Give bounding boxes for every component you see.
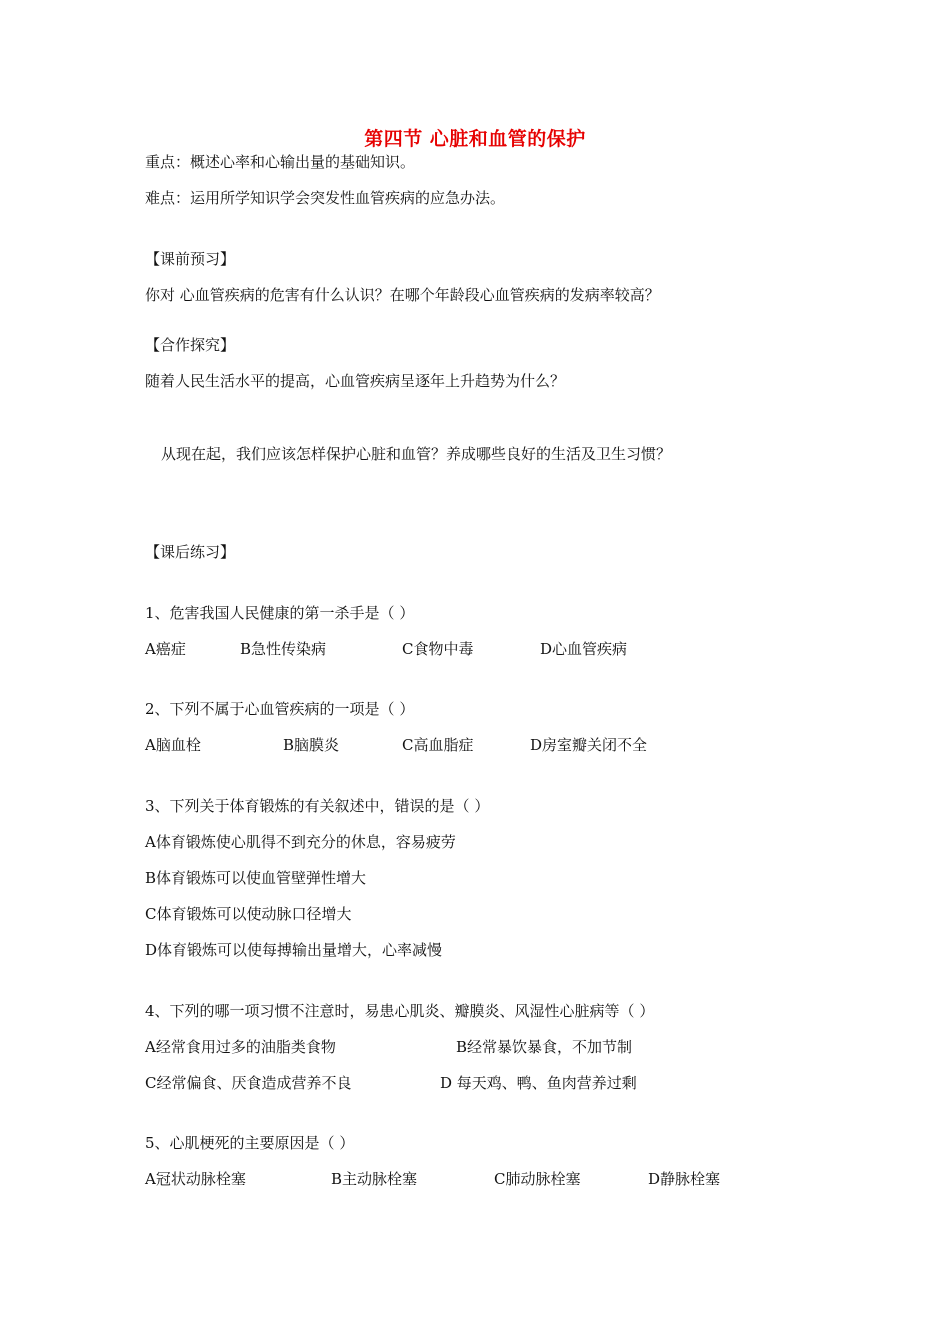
question-2-option-c: C高血脂症 — [402, 736, 474, 754]
question-1-stem: 1、危害我国人民健康的第一杀手是（ ） — [145, 604, 415, 622]
preview-question: 你对 心血管疾病的危害有什么认识？在哪个年龄段心血管疾病的发病率较高？ — [145, 286, 660, 304]
question-3-option-a: A体育锻炼使心肌得不到充分的休息，容易疲劳 — [145, 833, 456, 851]
question-3-option-d: D体育锻炼可以使每搏输出量增大，心率减慢 — [145, 941, 443, 959]
question-3-option-c: C体育锻炼可以使动脉口径增大 — [145, 905, 352, 923]
difficulty-point: 难点：运用所学知识学会突发性血管疾病的应急办法。 — [145, 189, 506, 207]
question-1-option-a: A癌症 — [145, 640, 186, 658]
preview-header: 【课前预习】 — [145, 250, 236, 268]
question-5-stem: 5、心肌梗死的主要原因是（ ） — [145, 1134, 355, 1152]
question-5-option-d: D静脉栓塞 — [648, 1170, 721, 1188]
question-4-option-a: A经常食用过多的油脂类食物 — [145, 1038, 336, 1056]
explore-question-1: 随着人民生活水平的提高，心血管疾病呈逐年上升趋势为什么？ — [145, 372, 566, 390]
question-2-option-d: D房室瓣关闭不全 — [530, 736, 648, 754]
question-4-option-d: D 每天鸡、鸭、鱼肉营养过剩 — [440, 1074, 637, 1092]
question-2-option-b: B脑膜炎 — [283, 736, 340, 754]
question-1-option-c: C食物中毒 — [402, 640, 474, 658]
explore-question-2: 从现在起，我们应该怎样保护心脏和血管？养成哪些良好的生活及卫生习惯？ — [161, 445, 672, 463]
explore-header: 【合作探究】 — [145, 336, 236, 354]
practice-header: 【课后练习】 — [145, 543, 236, 561]
question-1-option-b: B急性传染病 — [240, 640, 327, 658]
question-2-option-a: A脑血栓 — [145, 736, 201, 754]
question-4-option-c: C经常偏食、厌食造成营养不良 — [145, 1074, 352, 1092]
question-5-option-b: B主动脉栓塞 — [331, 1170, 418, 1188]
question-3-option-b: B体育锻炼可以使血管壁弹性增大 — [145, 869, 367, 887]
question-4-option-b: B经常暴饮暴食，不加节制 — [456, 1038, 633, 1056]
question-3-stem: 3、下列关于体育锻炼的有关叙述中，错误的是（ ） — [145, 797, 490, 815]
key-point: 重点：概述心率和心输出量的基础知识。 — [145, 153, 416, 171]
question-5-option-a: A冠状动脉栓塞 — [145, 1170, 246, 1188]
question-5-option-c: C肺动脉栓塞 — [494, 1170, 581, 1188]
question-4-stem: 4、下列的哪一项习惯不注意时，易患心肌炎、瓣膜炎、风湿性心脏病等（ ） — [145, 1002, 655, 1020]
question-2-stem: 2、下列不属于心血管疾病的一项是（ ） — [145, 700, 415, 718]
page-title: 第四节 心脏和血管的保护 — [364, 128, 586, 150]
question-1-option-d: D心血管疾病 — [540, 640, 628, 658]
